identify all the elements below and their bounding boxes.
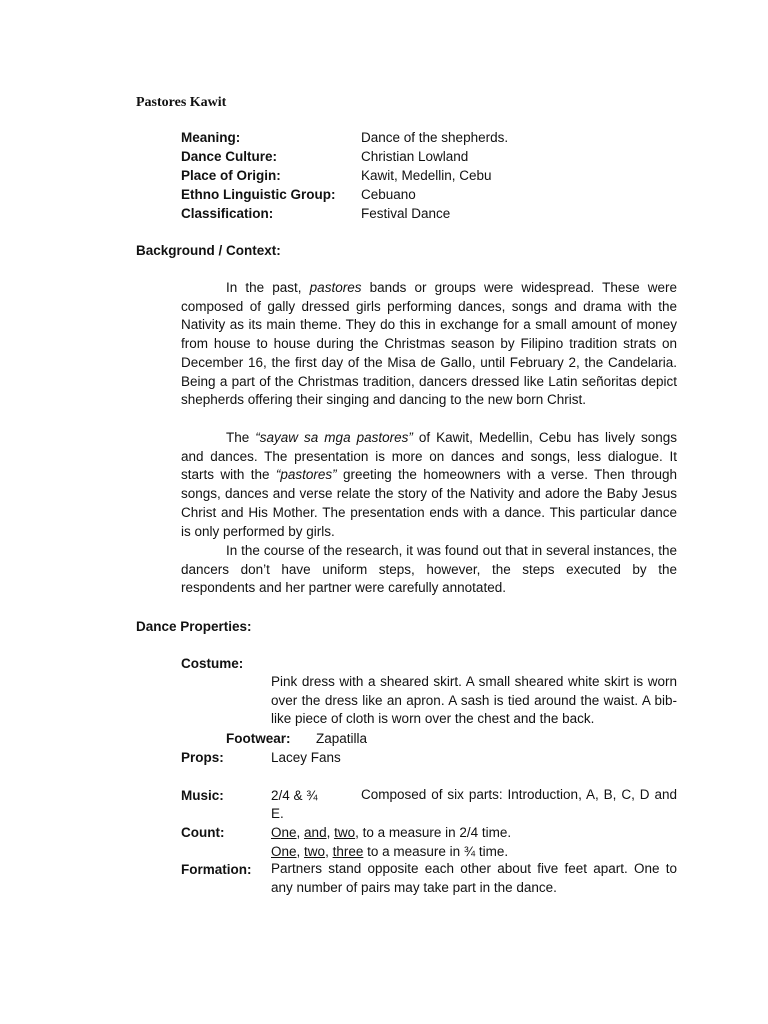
music-label: Music: [181,788,224,803]
info-value-meaning: Dance of the shepherds. [361,130,509,145]
background-paragraph-1: In the past, pastores bands or groups were widespread. These were composed of gally dressed girls performing dances, songs and drama with the Nativity as its main theme. They do this in exchange for a small amount of money from house to house during the Christmas season by Filipino tradition strats on December 16, the first day of the Misa de Gallo, until February 2, the Candelaria. Being a part of the Christmas tradition, dancers dressed like Latin señoritas depict shepherds offering their singing and dancing to the new born Christ. [181,280,677,408]
info-label-dance-culture: Dance Culture: [181,149,278,164]
footwear-value: Zapatilla [316,731,368,746]
info-label-ethno-group: Ethno Linguistic Group: [181,187,336,202]
info-label-place-of-origin: Place of Origin: [181,168,281,183]
count-line-1: One, and, two, to a measure in 2/4 time. [271,825,512,840]
footwear-label: Footwear: [226,731,291,746]
music-time-signature: 2/4 & ¾ [271,788,318,803]
background-paragraph-2: The “sayaw sa mga pastores” of Kawit, Medellin, Cebu has lively songs and dances. The presentation is more on dances and songs, less dialogue. It starts with the “pastores” greeting the homeowners with a verse. Then through songs, dances and verse relate the story of the Nativity and adore the Baby Jesus Christ and His Mother. The presentation ends with a dance. This particular dance is only performed by girls. [181,430,678,539]
formation-text: Partners stand opposite each other about five feet apart. One to any number of pairs may take part in the dance. [271,861,677,895]
info-label-meaning: Meaning: [181,130,241,145]
music-text: Composed of six parts: Introduction, A, B, C, D and E. [271,787,677,821]
page-title: Pastores Kawit [136,95,227,110]
count-line-2: One, two, three to a measure in ¾ time. [271,844,509,859]
background-paragraph-3: In the course of the research, it was found out that in several instances, the dancers don’t have uniform steps, however, the steps executed by the respondents and her partner were carefully annotated. [181,543,677,596]
info-value-ethno-group: Cebuano [361,187,416,202]
count-label: Count: [181,825,225,840]
info-label-classification: Classification: [181,206,274,221]
background-heading: Background / Context: [136,243,281,258]
formation-label: Formation: [181,862,252,877]
costume-text: Pink dress with a sheared skirt. A small sheared white skirt is worn over the dress like an apron. A sash is tied around the waist. A bib-like piece of cloth is worn over the chest and the back. [271,674,677,727]
costume-label: Costume: [181,656,244,671]
props-value: Lacey Fans [271,750,341,765]
info-value-place-of-origin: Kawit, Medellin, Cebu [361,168,492,183]
info-value-classification: Festival Dance [361,206,451,221]
props-label: Props: [181,750,224,765]
properties-heading: Dance Properties: [136,619,252,634]
info-value-dance-culture: Christian Lowland [361,149,469,164]
